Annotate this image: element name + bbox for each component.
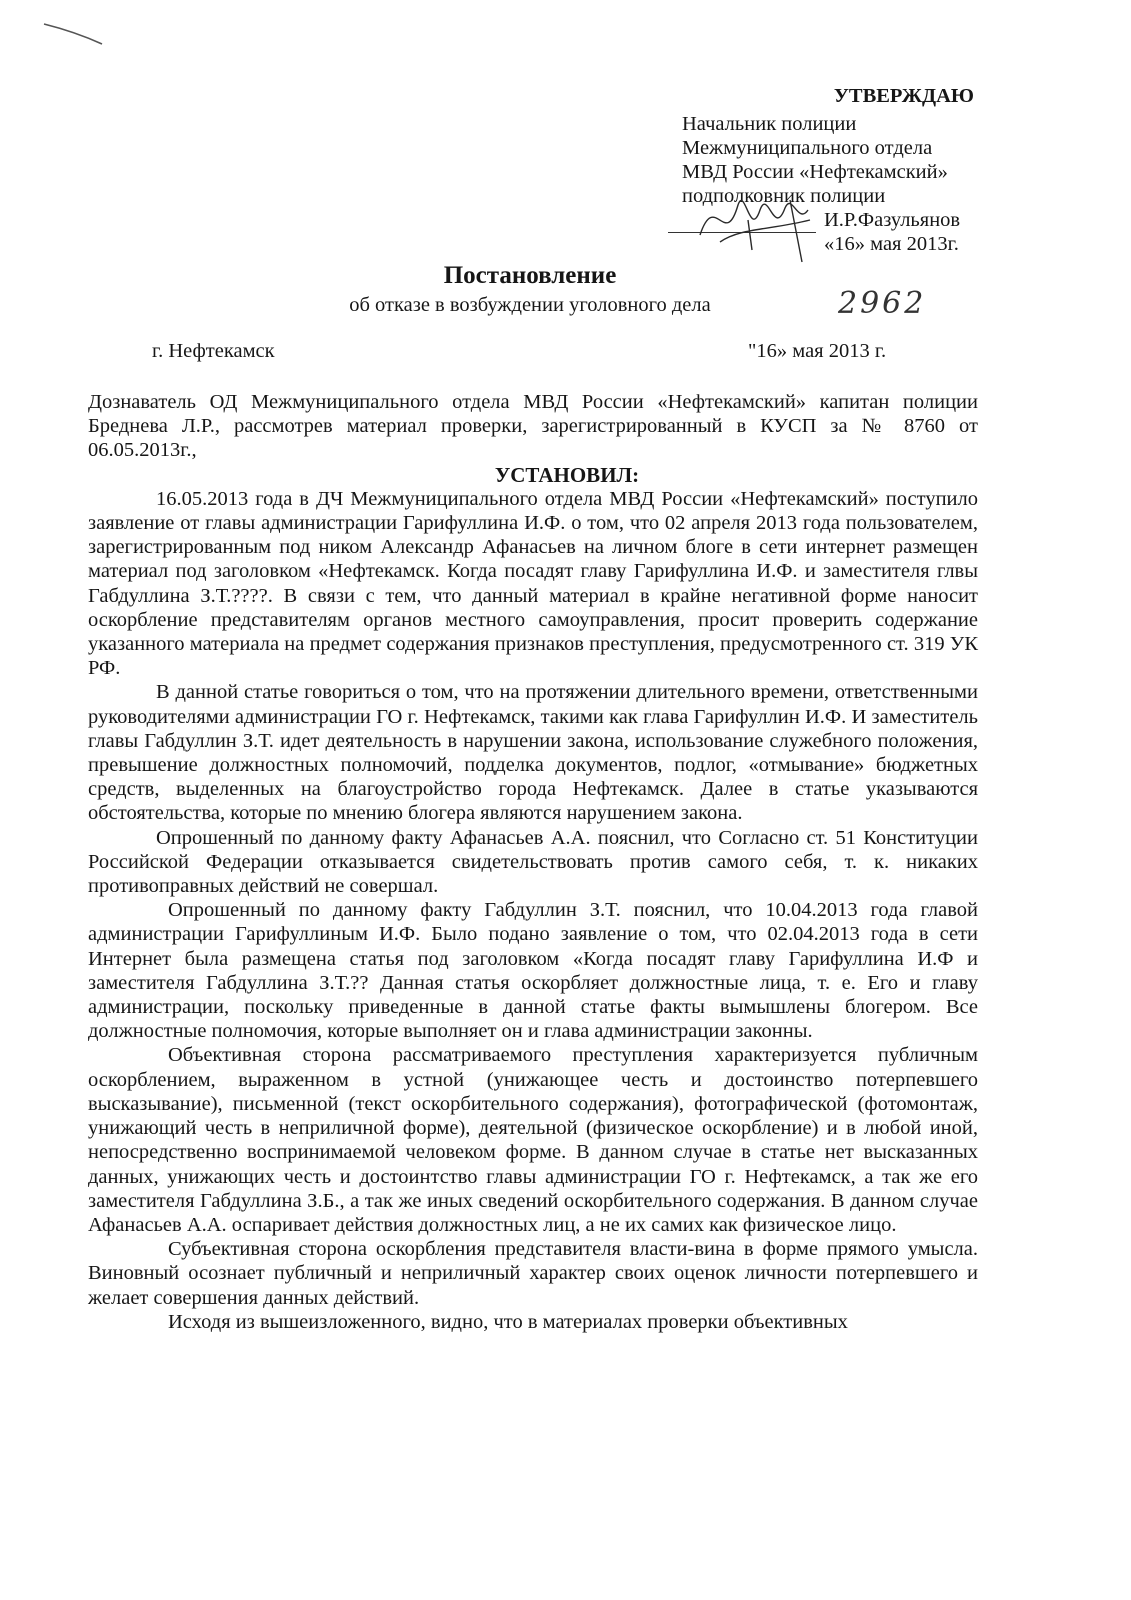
paragraph-5: Объективная сторона рассматриваемого преступления характеризуется публичным оскорблением, выраженном в устной (унижающее честь и достоинство потерпевшего высказывание), письменной (текст оскорбительного содержания), фотографической (фотомонтаж, унижающий честь в неприличной форме), деятельной (физическое оскорбление) и в любой иной, непосредственно воспринимаемой человеком форме. В данном случае в статье нет высказанных данных, унижающих честь и достоинтство главы администрации ГО г. Нефтекамск, а так же его заместителя Габдуллина З.Б., а так же иных сведений оскорбительного содержания. В данном случае Афанасьев А.А. оспаривает действия должностных лиц, а не их самих как физическое лицо. xyxy=(88,1044,978,1236)
signature-scribble xyxy=(690,180,830,270)
document-date: "16» мая 2013 г. xyxy=(748,340,887,362)
approval-position-3: МВД России «Нефтекамский» xyxy=(682,161,948,183)
approval-position-1: Начальник полиции xyxy=(682,113,857,135)
document-subtitle: об отказе в возбуждении уголовного дела xyxy=(349,294,711,316)
paragraph-4: Опрошенный по данному факту Габдуллин З.Т. пояснил, что 10.04.2013 года главой администрации Гарифуллиным И.Ф. Было подано заявление о том, что 02.04.2013 года в сети Интернет была размещена статья под заголовком «Когда посадят главу Гарифуллина И.Ф и заместителя Габдуллина З.Т.?? Данная статья оскорбляет должностные лица, т. е. Его и главу администрации, поскольку приведенные в данной статье факты вымышлены блогером. Все должностные полномочия, которые выполняет он и глава администрации законны. xyxy=(88,899,978,1043)
paragraph-2: В данной статье говориться о том, что на протяжении длительного времени, ответственными руководителями администрации ГО г. Нефтекамск, такими как глава Гарифуллин И.Ф. И заместитель главы Габдуллин З.Т. идет деятельность в нарушении закона, использование служебного положения, превышение должностных полномочий, подделка документов, подлог, «отмывание» бюджетных средств, выделенных на благоустройство города Нефтекамск. Далее в статье указываются обстоятельства, которые по мнению блогера являются нарушением закона. xyxy=(88,681,978,825)
handwritten-registration-number: 2962 xyxy=(838,286,927,321)
approval-date: «16» мая 2013г. xyxy=(824,233,959,255)
pen-stroke-mark xyxy=(40,18,110,48)
paragraph-3: Опрошенный по данному факту Афанасьев А.А. пояснил, что Согласно ст. 51 Конституции Российской Федерации отказывается свидетельствовать против самого себя, т. к. никаких противоправных действий не совершал. xyxy=(88,826,978,898)
paragraph-7: Исходя из вышеизложенного, видно, что в материалах проверки объективных xyxy=(168,1310,848,1333)
approval-name: И.Р.Фазульянов xyxy=(824,209,961,231)
paragraph-1: 16.05.2013 года в ДЧ Межмуниципального отдела МВД России «Нефтекамский» поступило заявление от главы администрации Гарифуллина И.Ф. о том, что 02 апреля 2013 года пользователем, зарегистрированным под ником Александр Афанасьев на личном блоге в сети интернет размещен материал под заголовком «Нефтекамск. Когда посадят главу Гарифуллина И.Ф. и заместителя глвы Габдуллина З.Т.????. В связи с тем, что данный материал в крайне негативной форме наносит оскорбление представителям органов местного самоуправления, просит проверить содержание указанного материала на предмет содержания признаков преступления, предусмотренного ст. 319 УК РФ. xyxy=(88,487,978,680)
intro-paragraph: Дознаватель ОД Межмуниципального отдела МВД России «Нефтекамский» капитан полиции Бреднева Л.Р., рассмотрев материал проверки, зарегистрированный в КУСП за № 8760 от 06.05.2013г., xyxy=(88,391,978,462)
paragraph-6: Субъективная сторона оскорбления представителя власти-вина в форме прямого умысла. Виновный осознает публичный и неприличный характер своих оценок личности потерпевшего и желает совершения данных действий. xyxy=(88,1238,978,1309)
established-heading: УСТАНОВИЛ: xyxy=(494,462,640,487)
approval-rank: подполковник полиции xyxy=(682,185,886,207)
document-body xyxy=(88,390,978,1334)
approval-position-2: Межмуниципального отдела xyxy=(682,137,933,159)
document-place: г. Нефтекамск xyxy=(152,340,275,362)
document-title: Постановление xyxy=(443,262,617,289)
approval-heading: УТВЕРЖДАЮ xyxy=(833,85,974,107)
